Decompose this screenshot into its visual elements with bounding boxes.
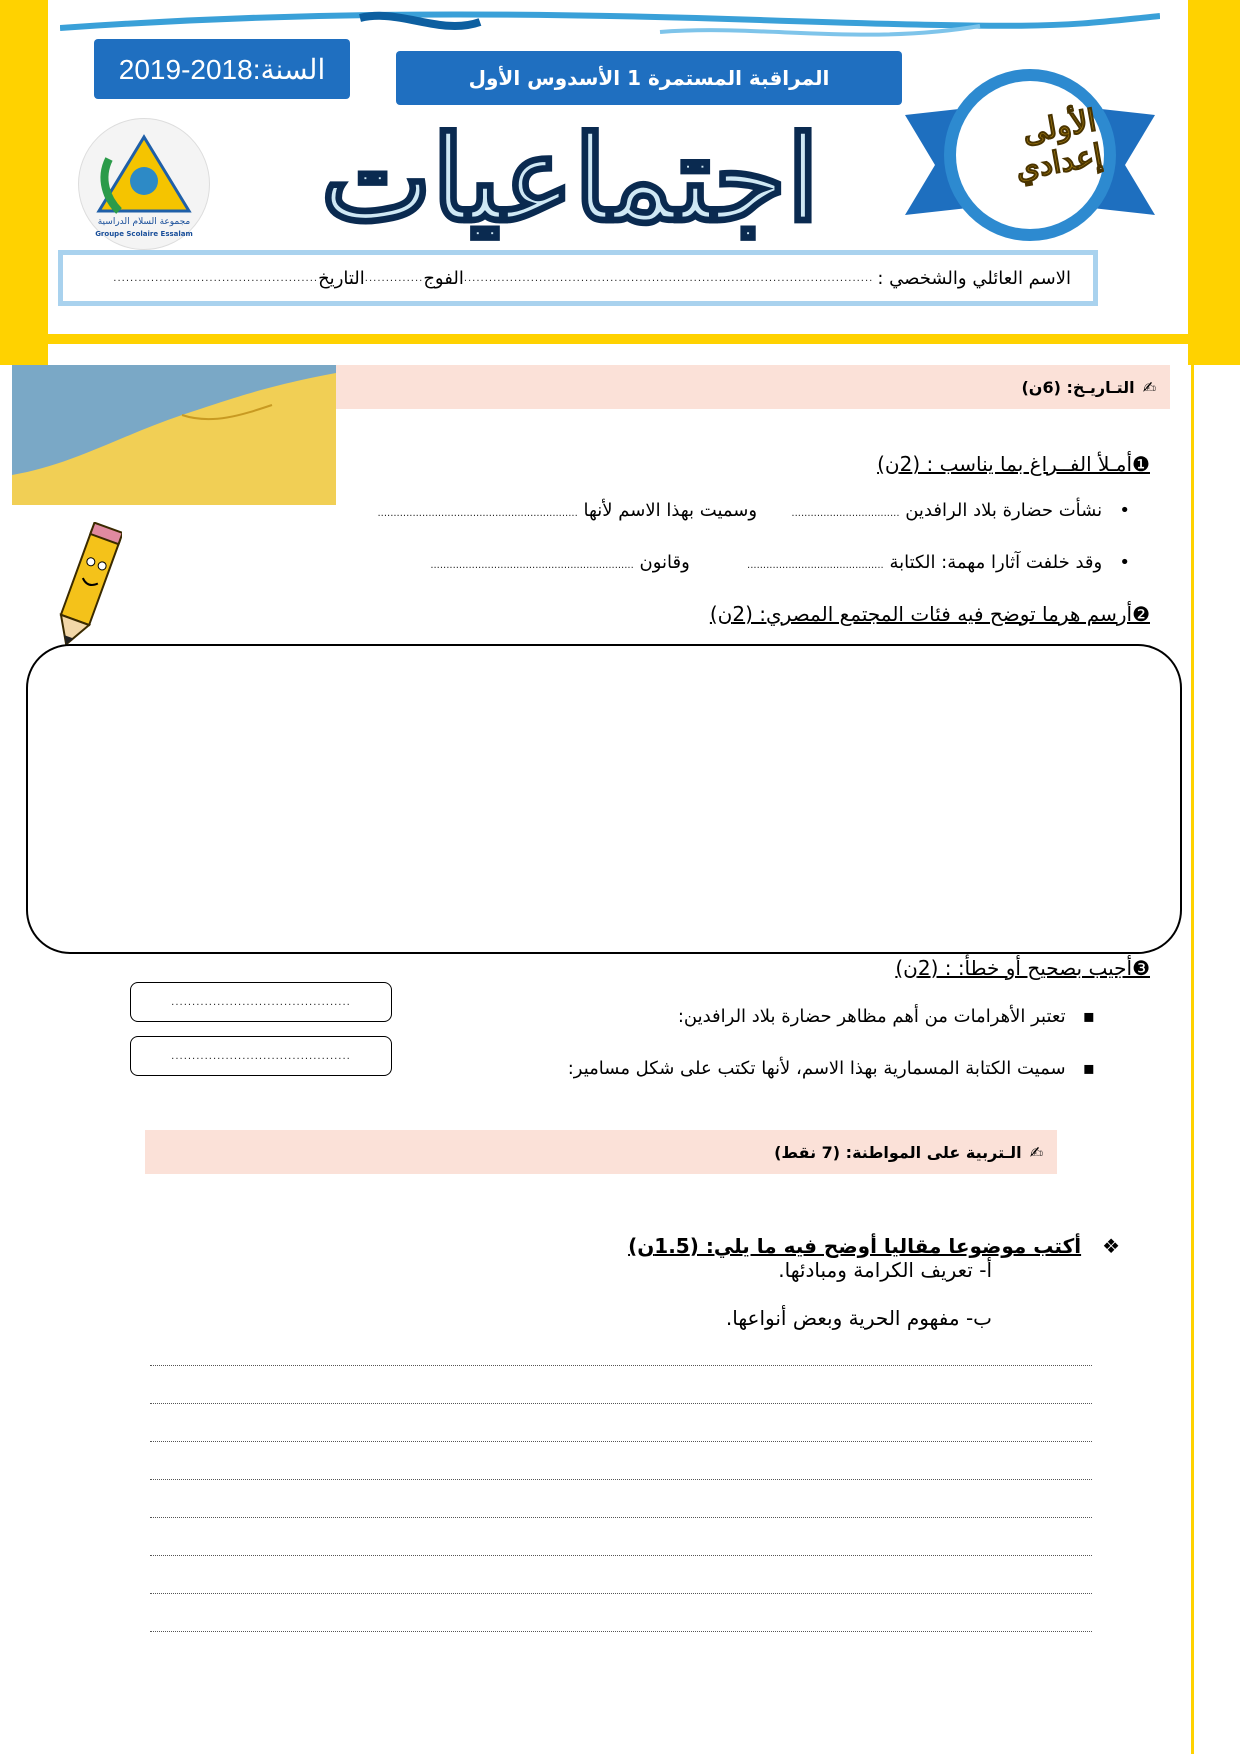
q1-line1-text-b: وسميت بهذا الاسم لأنها [583,500,758,521]
answer-writing-line[interactable] [150,1441,1092,1442]
right-yellow-rule [1191,350,1194,1754]
q3-answer-2[interactable]: ........................................... [171,1050,351,1062]
q3-item2-text: سميت الكتابة المسمارية بهذا الاسم، لأنها تكتب على شكل مسامير: [567,1058,1066,1079]
q3-item1-text: تعتبر الأهرامات من أهم مظاهر حضارة بلاد الرافدين: [677,1006,1066,1027]
q3-item-2 [400,1058,1095,1079]
name-field[interactable]: .................................................................................................. [463,272,874,284]
pen-icon: ✍ [1142,377,1156,397]
logo-text-arabic: مجموعة السلام الدراسية [97,217,191,227]
civics-question [560,1234,1120,1258]
grade-badge-text: الأولى إعدادي [1013,103,1106,188]
history-section-label: التـاريـخ: (6ن) [1021,377,1135,397]
date-label: التاريخ [318,267,365,289]
pyramid-drawing-area[interactable] [26,644,1182,954]
civics-item-b: ب- مفهوم الحرية وبعض أنواعها. [725,1306,992,1330]
answer-writing-line[interactable] [150,1555,1092,1556]
q1-heading: ❶أمـلأ الفــراغ بما يناسب : (2ن) [877,452,1150,476]
answer-writing-line[interactable] [150,1593,1092,1594]
q1-blank-4[interactable]: ................................................................ [430,560,634,571]
diamond-bullet-icon: ❖ [1102,1234,1120,1258]
bullet: • [1107,500,1130,521]
logo-text-french: Groupe Scolaire Essalam [95,230,193,238]
answer-writing-line[interactable] [150,1365,1092,1366]
q1-line1-text-a: نشأت حضارة بلاد الرافدين [905,500,1103,521]
q3-item-1 [420,1006,1095,1027]
history-section-header [335,365,1170,409]
answer-writing-line[interactable] [150,1631,1092,1632]
square-bullet: ▪ [1071,1058,1095,1079]
answer-writing-line[interactable] [150,1403,1092,1404]
q3-answer-box-1[interactable] [130,982,392,1022]
q1-line2-text-a: وقد خلفت آثارا مهمة: الكتابة [889,552,1103,573]
morocco-map-illustration [12,365,336,505]
q1-blank-3[interactable]: ........................................... [747,560,884,571]
group-field[interactable]: .............. [364,272,424,284]
q3-answer-box-2[interactable] [130,1036,392,1076]
civics-section-label: الـتربية على المواطنة: (7 نقط) [774,1142,1022,1162]
answer-writing-line[interactable] [150,1517,1092,1518]
student-info-row [58,250,1098,306]
q1-line2-text-b: وقانون [639,552,690,573]
pencil-illustration [52,522,122,652]
year-label: السنة:2018-2019 [94,39,350,99]
header-yellow-divider [48,334,1188,344]
answer-writing-line[interactable] [150,1479,1092,1480]
exam-title: المراقبة المستمرة 1 الأسدوس الأول [396,51,902,105]
q3-answer-1[interactable]: ........................................... [171,996,351,1008]
right-yellow-frame [1188,0,1240,365]
group-label: الفوج [423,267,464,289]
bullet: • [1107,552,1130,573]
civics-question-text: أكتب موضوعا مقاليا أوضح فيه ما يلي: (1.5ن) [628,1234,1082,1258]
q3-heading: ❸أجيب بصحيح أو خطأ: : (2ن) [895,956,1150,980]
school-logo [78,118,210,250]
q1-blank-1[interactable]: .................................. [791,508,900,519]
q2-heading: ❷أرسم هرما توضح فيه فئات المجتمع المصري: (2ن) [709,602,1150,626]
civics-item-a: أ- تعريف الكرامة ومبادئها. [778,1258,992,1282]
name-label: الاسم العائلي والشخصي : [877,267,1071,289]
square-bullet: ▪ [1071,1006,1095,1027]
date-field[interactable]: ................................................. [113,272,319,284]
q1-line-1 [180,500,1130,521]
q1-line-2 [180,552,1130,573]
subject-title: اجتماعيات [320,108,820,248]
q1-blank-2[interactable]: ............................................................... [377,508,578,519]
civics-section-header [145,1130,1057,1174]
pen-icon: ✍ [1029,1142,1043,1162]
left-yellow-frame [0,0,48,365]
